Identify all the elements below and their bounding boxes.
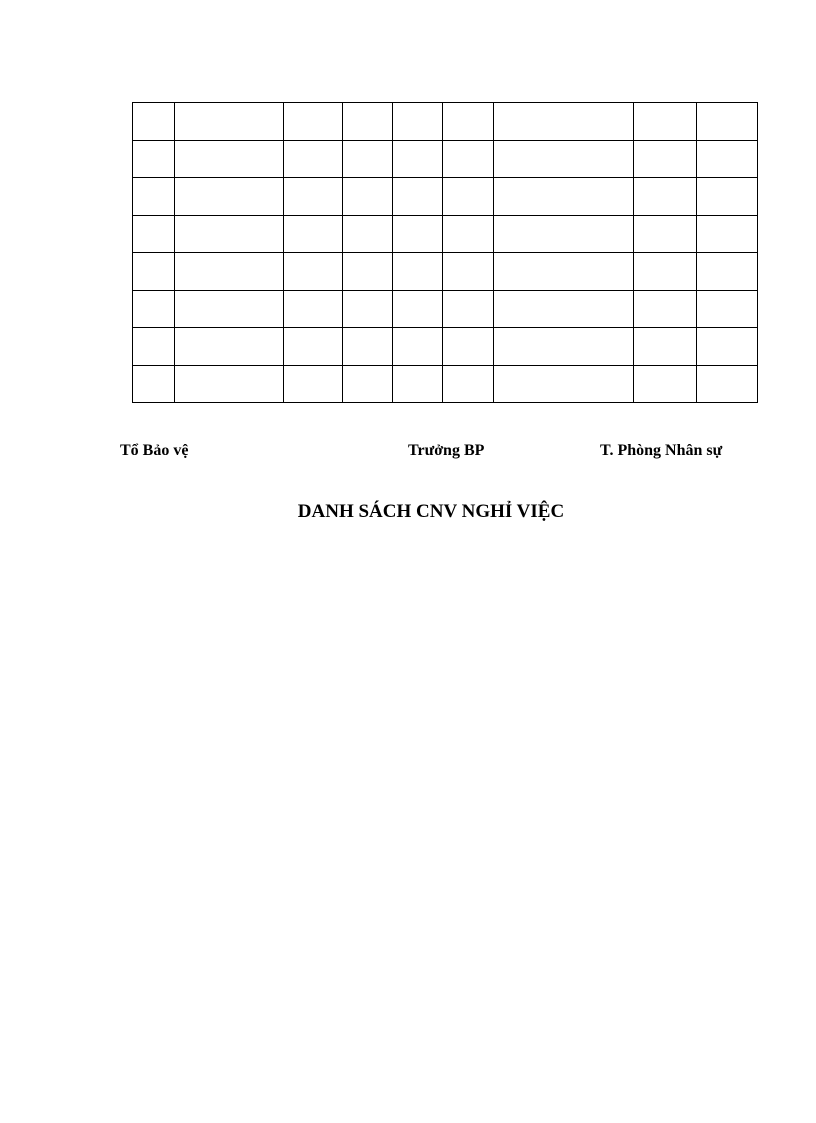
table-cell: [494, 365, 634, 403]
table-cell: [284, 215, 343, 253]
table-cell: [393, 365, 443, 403]
table-cell: [634, 140, 697, 178]
table-cell: [443, 290, 494, 328]
table-cell: [393, 290, 443, 328]
table-cell: [175, 290, 284, 328]
document-title: DANH SÁCH CNV NGHỈ VIỆC: [297, 501, 565, 522]
table-cell: [697, 140, 758, 178]
table-cell: [443, 103, 494, 141]
table-cell: [343, 328, 393, 366]
table-cell: [634, 253, 697, 291]
table-cell: [343, 103, 393, 141]
table-cell: [393, 103, 443, 141]
table-row: [133, 253, 758, 291]
table-cell: [393, 253, 443, 291]
table-cell: [697, 178, 758, 216]
table-cell: [175, 328, 284, 366]
table-cell: [494, 328, 634, 366]
blank-grid-table: [132, 102, 758, 403]
table-cell: [343, 140, 393, 178]
table-cell: [494, 290, 634, 328]
table-cell: [634, 178, 697, 216]
table-cell: [284, 253, 343, 291]
table-cell: [393, 178, 443, 216]
table-cell: [284, 328, 343, 366]
table-cell: [133, 215, 175, 253]
table-cell: [175, 140, 284, 178]
table-cell: [133, 253, 175, 291]
table-cell: [634, 290, 697, 328]
table-cell: [175, 215, 284, 253]
table-cell: [494, 140, 634, 178]
signature-hr-head: T. Phòng Nhân sự: [600, 442, 723, 459]
table-cell: [343, 290, 393, 328]
table-cell: [494, 253, 634, 291]
table-cell: [133, 140, 175, 178]
table-cell: [634, 328, 697, 366]
table-cell: [697, 253, 758, 291]
table-cell: [393, 328, 443, 366]
table-cell: [634, 103, 697, 141]
table-cell: [494, 103, 634, 141]
table-row: [133, 178, 758, 216]
table-cell: [697, 365, 758, 403]
table-cell: [175, 253, 284, 291]
signature-department-head: Trưởng BP: [408, 442, 485, 459]
table-cell: [133, 178, 175, 216]
table-cell: [697, 328, 758, 366]
table-cell: [133, 290, 175, 328]
table-cell: [443, 253, 494, 291]
table-cell: [284, 178, 343, 216]
table-cell: [284, 140, 343, 178]
table-cell: [443, 140, 494, 178]
table-cell: [634, 215, 697, 253]
table-row: [133, 215, 758, 253]
table-cell: [443, 178, 494, 216]
table-cell: [175, 178, 284, 216]
table-cell: [443, 328, 494, 366]
table-cell: [343, 253, 393, 291]
table-cell: [494, 215, 634, 253]
table-cell: [443, 215, 494, 253]
table-cell: [343, 365, 393, 403]
table-row: [133, 328, 758, 366]
table-cell: [175, 103, 284, 141]
signature-security-team: Tổ Bảo vệ: [120, 442, 189, 459]
table-cell: [133, 103, 175, 141]
table-cell: [393, 215, 443, 253]
table-row: [133, 140, 758, 178]
table-cell: [393, 140, 443, 178]
table-cell: [284, 365, 343, 403]
table-cell: [697, 215, 758, 253]
table-row: [133, 290, 758, 328]
table-cell: [343, 215, 393, 253]
table-cell: [175, 365, 284, 403]
table-row: [133, 365, 758, 403]
table-cell: [133, 328, 175, 366]
table-cell: [343, 178, 393, 216]
table-cell: [494, 178, 634, 216]
table-cell: [697, 290, 758, 328]
table-cell: [133, 365, 175, 403]
table-cell: [284, 290, 343, 328]
table-row: [133, 103, 758, 141]
table-cell: [284, 103, 343, 141]
table-cell: [634, 365, 697, 403]
table-cell: [697, 103, 758, 141]
table-cell: [443, 365, 494, 403]
